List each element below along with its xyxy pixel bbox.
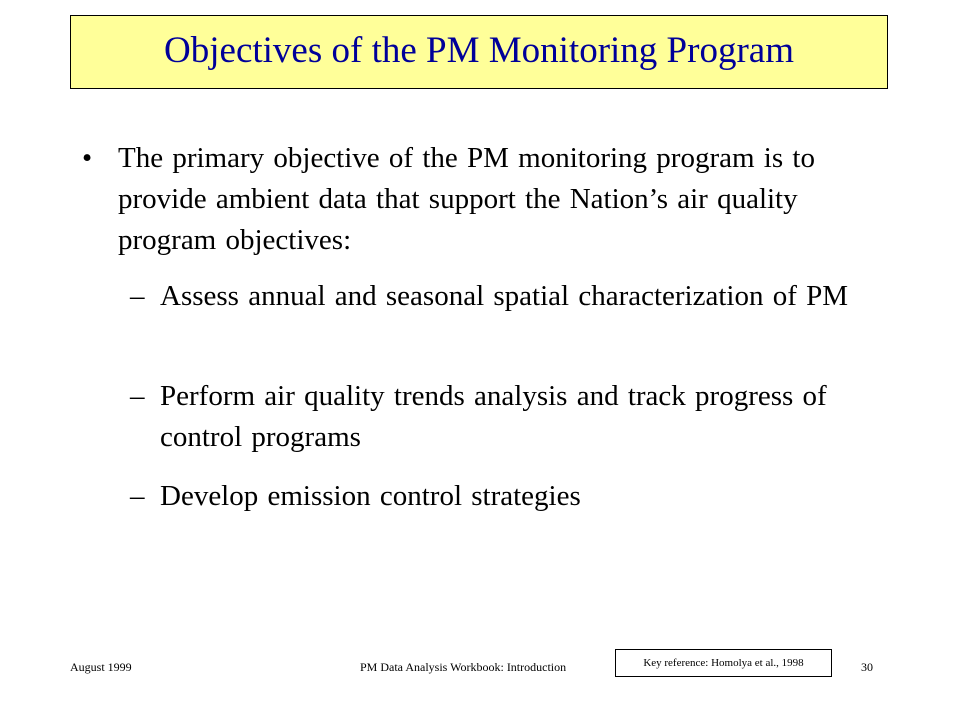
footer-page-number: 30 (861, 660, 873, 674)
slide-title: Objectives of the PM Monitoring Program (164, 29, 794, 71)
sub-bullet-strategies (130, 476, 850, 517)
sub-bullet-marker: – (130, 380, 145, 412)
sub-bullet-trends (130, 376, 850, 458)
sub-bullet-assess (130, 276, 850, 317)
sub-bullet-text: Develop emission control strategies (160, 480, 581, 512)
key-reference-text: Key reference: Homolya et al., 1998 (643, 657, 804, 669)
key-reference-box (615, 649, 832, 677)
sub-bullet-text: Perform air quality trends analysis and track progress of control programs (160, 380, 827, 453)
footer-date: August 1999 (70, 660, 132, 674)
bullet-marker: • (82, 142, 93, 174)
slide-title-box (70, 15, 888, 89)
footer-workbook-title: PM Data Analysis Workbook: Introduction (360, 660, 567, 674)
sub-bullet-text: Assess annual and seasonal spatial characterization of PM (160, 280, 849, 312)
sub-bullet-marker: – (130, 480, 145, 512)
sub-bullet-marker: – (130, 280, 145, 312)
main-bullet-text: The primary objective of the PM monitoring program is to provide ambient data that support the Nation’s air quality program objectives: (118, 142, 815, 256)
main-bullet (82, 138, 842, 261)
